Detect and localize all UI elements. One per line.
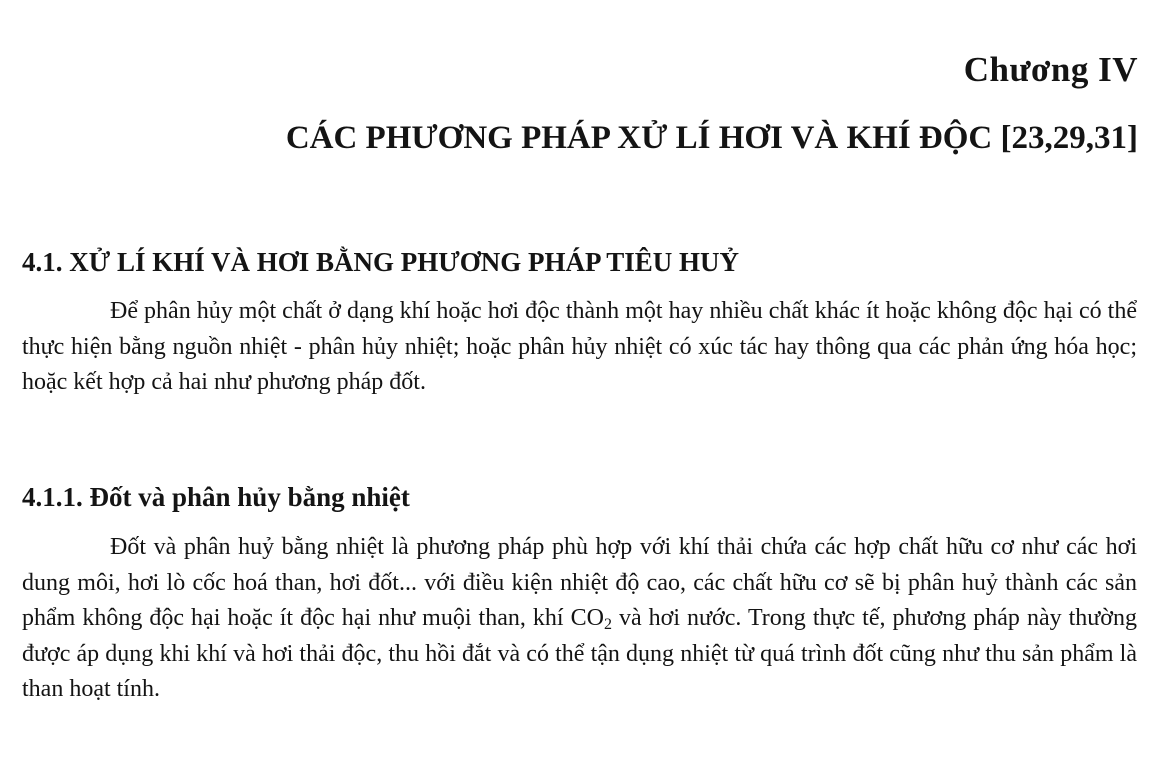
section-heading: 4.1. XỬ LÍ KHÍ VÀ HƠI BẰNG PHƯƠNG PHÁP TIÊU HUỶ: [22, 247, 740, 277]
subsection-paragraph-text-part2: và hơi nước. Trong thực tế, phương pháp này thường được áp dụng khi khí và hơi thải độc, thu hồi đắt và có thể tận dụng nhiệt từ quá trình đốt cũng như thu sản phẩm là than hoạt tính.: [22, 605, 1137, 702]
subsection-paragraph-text-part1: Đốt và phân huỷ bằng nhiệt là phương pháp phù hợp với khí thải chứa các hợp chất hữu cơ như các hơi dung môi, hơi lò cốc hoá than, hơi đốt... với điều kiện nhiệt độ cao, các chất hữu cơ sẽ bị phân huỷ thành các sản phẩm không độc hại hoặc ít độc hại như muội than, khí CO: [22, 534, 1137, 631]
section-paragraph: [22, 294, 1137, 401]
chapter-label: Chương IV: [963, 50, 1138, 89]
subsection-paragraph: [22, 530, 1137, 708]
subsection-heading: 4.1.1. Đốt và phân hủy bằng nhiệt: [22, 482, 410, 512]
co2-subscript: 2: [603, 616, 612, 633]
chapter-title: CÁC PHƯƠNG PHÁP XỬ LÍ HƠI VÀ KHÍ ĐỘC [23,29,31]: [285, 120, 1138, 156]
section-paragraph-text: Để phân hủy một chất ở dạng khí hoặc hơi độc thành một hay nhiều chất khác ít hoặc không độc hại có thể thực hiện bằng nguồn nhiệt - phân hủy nhiệt; hoặc phân hủy nhiệt có xúc tác hay thông qua các phản ứng hóa học; hoặc kết hợp cả hai như phương pháp đốt.: [22, 298, 1137, 395]
